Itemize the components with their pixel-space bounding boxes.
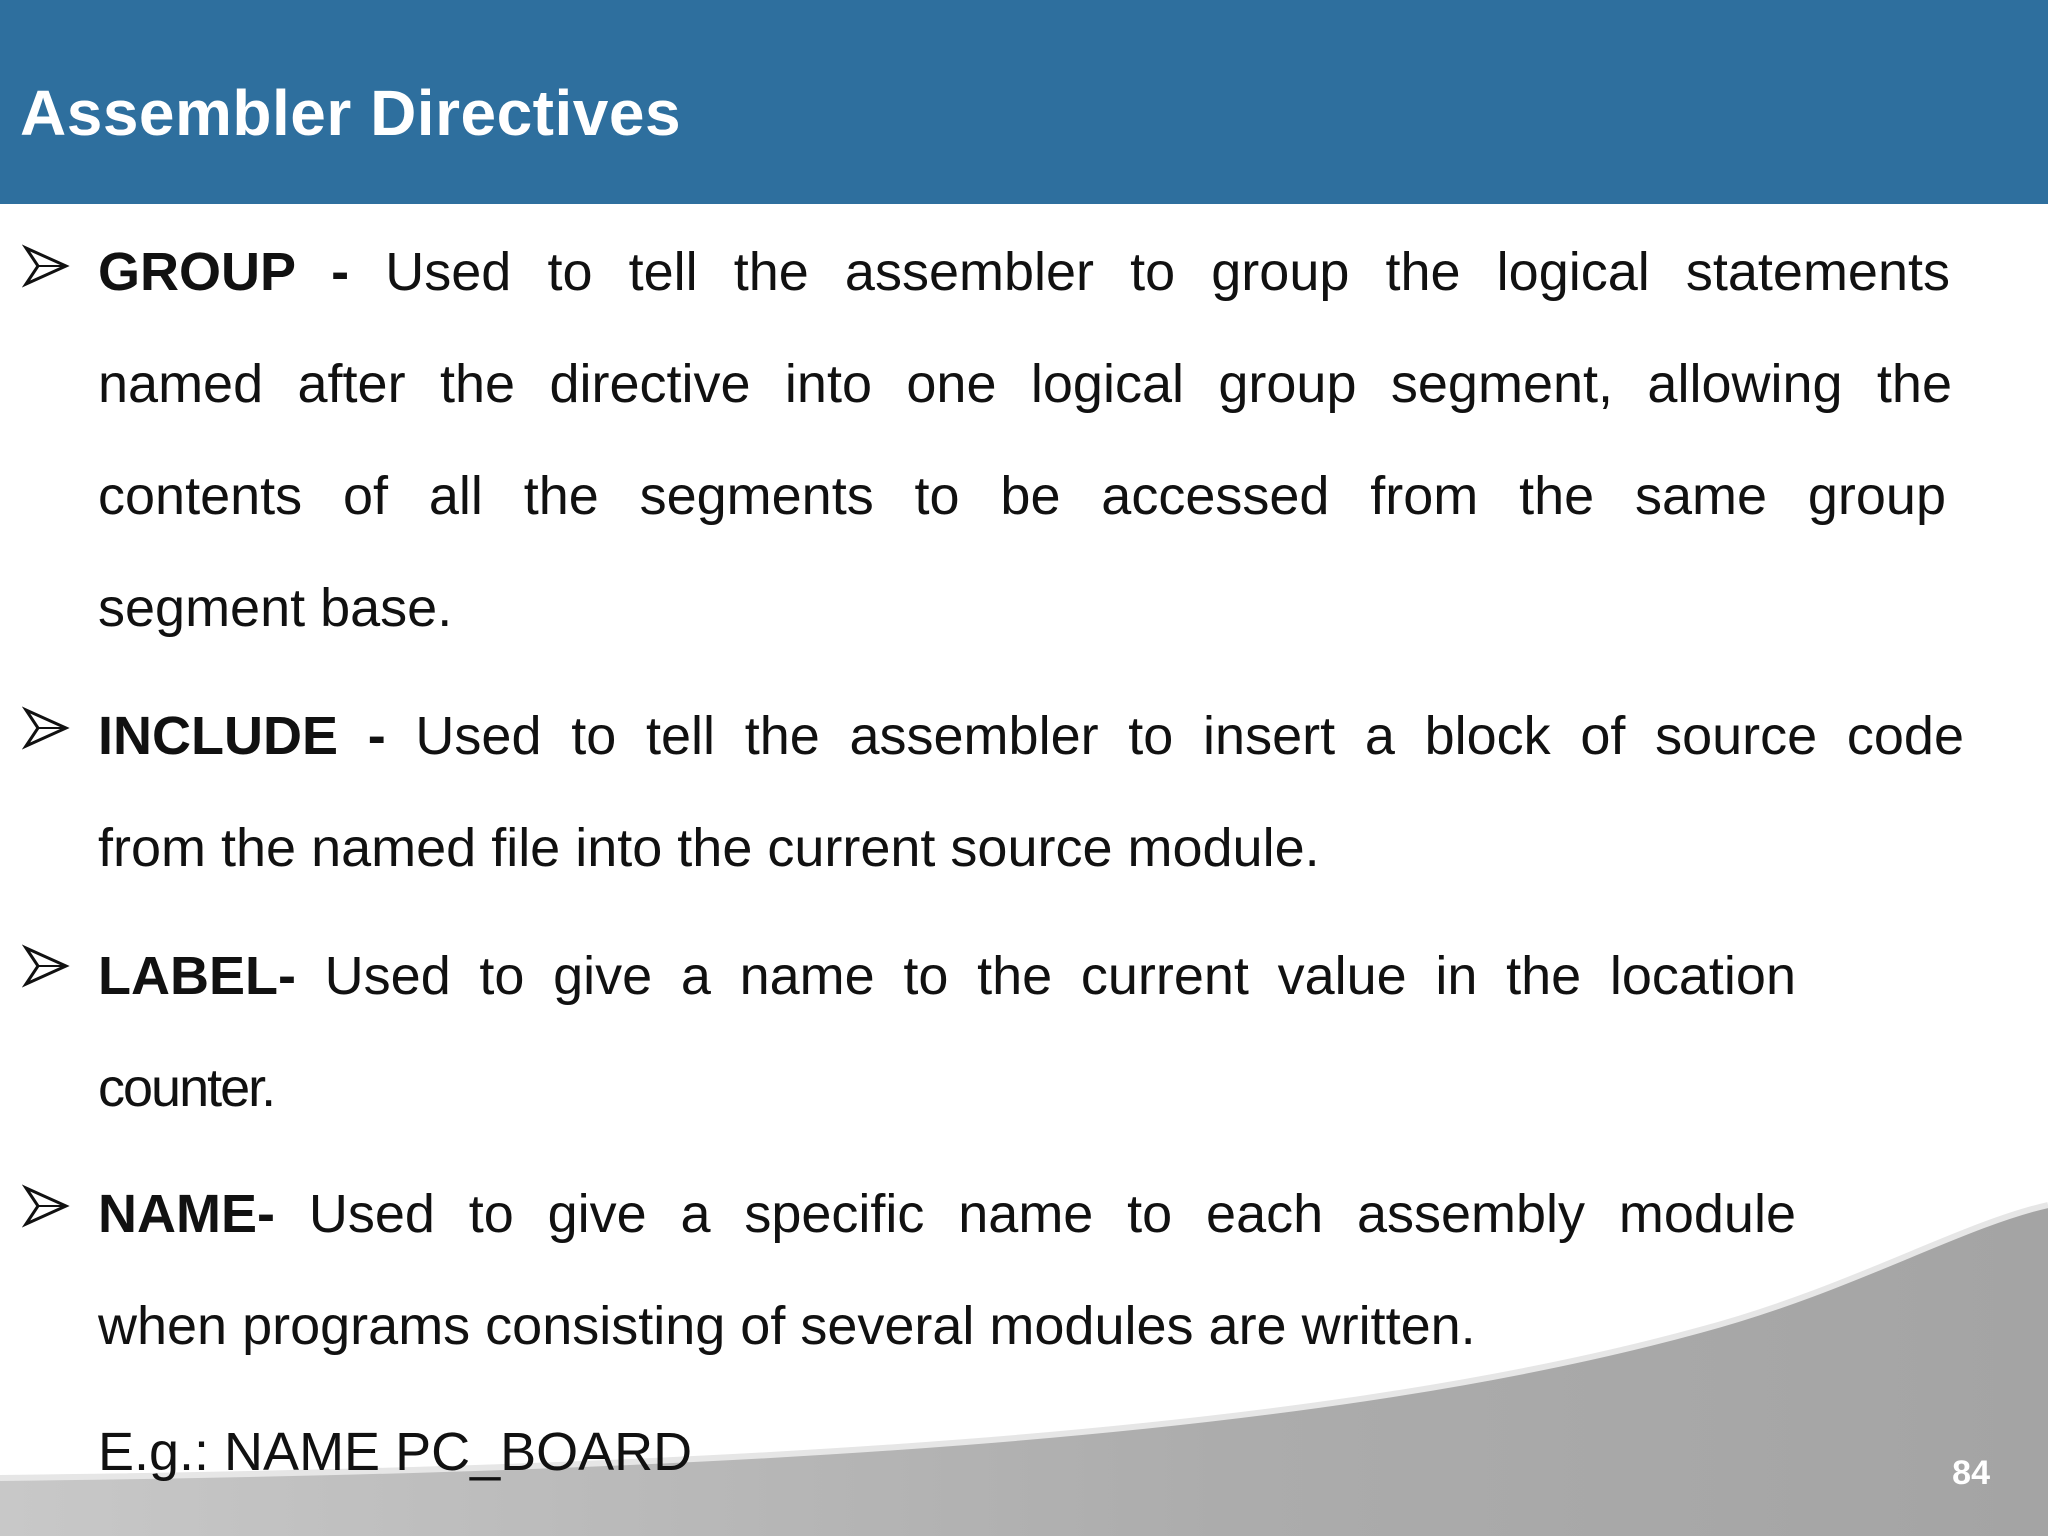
bullet-line [98, 1184, 1796, 1244]
arrow-bullet-icon [22, 944, 70, 988]
bullet-line: contents of all the segments to be accessed from the same group [98, 466, 1946, 526]
arrow-bullet-icon [22, 1184, 70, 1228]
bullet-term: GROUP - [98, 242, 350, 302]
example-text: E.g.: NAME PC_BOARD [98, 1422, 693, 1482]
bullet-line [98, 242, 1950, 302]
bullet-text: Used to tell the assembler to insert a block of source code [415, 706, 1964, 766]
bullet-line [98, 706, 1964, 766]
bullet-term: NAME- [98, 1184, 275, 1244]
slide-title: Assembler Directives [20, 77, 682, 149]
bullet-line: from the named file into the current source module. [98, 818, 1320, 878]
arrow-bullet-icon [22, 706, 70, 750]
bullet-text: Used to tell the assembler to group the logical statements [385, 242, 1950, 302]
bullet-line: named after the directive into one logical group segment, allowing the [98, 354, 1952, 414]
bullet-term: INCLUDE - [98, 706, 386, 766]
bullet-text: Used to give a name to the current value in the location [324, 946, 1796, 1006]
bullet-line: when programs consisting of several modules are written. [98, 1296, 1476, 1356]
bullet-line: counter. [98, 1058, 275, 1118]
arrow-bullet-icon [22, 244, 70, 288]
bullet-text: Used to give a specific name to each assembly module [308, 1184, 1796, 1244]
bullet-line: segment base. [98, 578, 453, 638]
bullet-line [98, 946, 1796, 1006]
page-number: 84 [1952, 1454, 1990, 1492]
bullet-term: LABEL- [98, 946, 296, 1006]
